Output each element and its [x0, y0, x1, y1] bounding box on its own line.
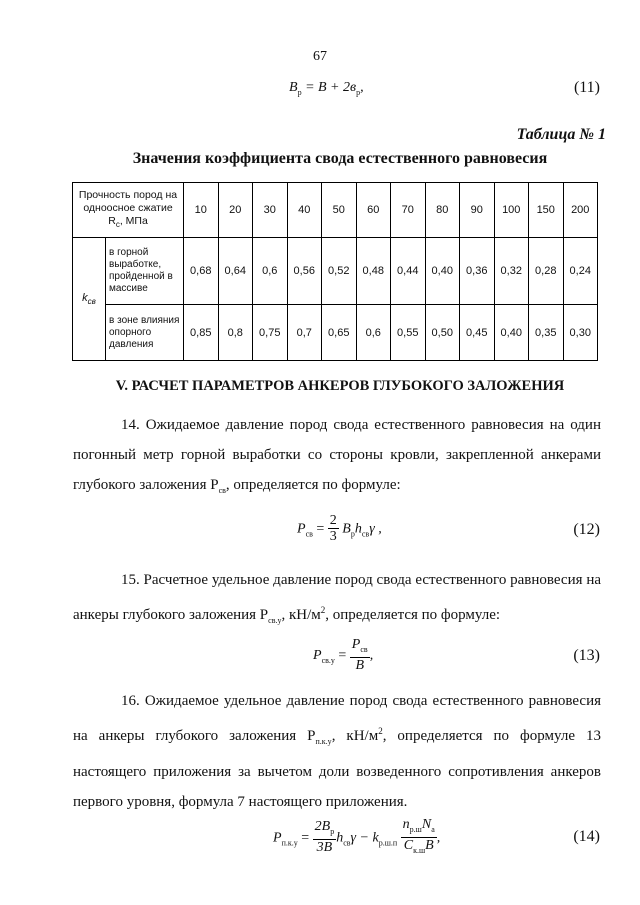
table-cell: 0,75 [253, 305, 288, 361]
equation-14: $P_{п.к.у}$ = $\frac{2B_р}{3B}$ $h_{св}\gamma - k_{р.ш.п}$ $\frac{n_{р.ш}N_а}{C_{к.ш}B}$ , [273, 817, 441, 856]
k-coefficient-label: $k_{св}$ [73, 238, 106, 361]
table-cell: 0,48 [356, 238, 391, 305]
table-cell: 0,56 [287, 238, 322, 305]
strength-value: 200 [563, 183, 598, 238]
table-cell: 0,28 [529, 238, 564, 305]
row-label-pressure-zone: в зоне влияния опорного давления [106, 305, 184, 361]
strength-value: 150 [529, 183, 564, 238]
table-cell: 0,36 [460, 238, 495, 305]
table-cell: 0,8 [218, 305, 253, 361]
table-cell: 0,24 [563, 238, 598, 305]
strength-value: 70 [391, 183, 426, 238]
table-cell: 0,6 [356, 305, 391, 361]
paragraph-16: 16. Ожидаемое удельное давление пород свода естественного равновесия на анкеры глубокого заложения $P_{п.к.у}$, $кН/м^2$, определяется по формуле 13 настоящего приложения за вычетом доли возведенного сопротивления анкеров первого уровня, формула 7 настоящего приложения. [73, 693, 601, 810]
table-cell: 0,50 [425, 305, 460, 361]
section-title: V. РАСЧЕТ ПАРАМЕТРОВ АНКЕРОВ ГЛУБОКОГО ЗАЛОЖЕНИЯ [115, 378, 565, 394]
table-cell: 0,35 [529, 305, 564, 361]
strength-value: 30 [253, 183, 288, 238]
equation-13: $P_{св.у}$ = $\frac{P_{св}}{B}$ , [313, 637, 374, 673]
table-cell: 0,52 [322, 238, 357, 305]
equation-11: $B_р = B + 2в_р$, [289, 80, 364, 97]
strength-value: 10 [184, 183, 219, 238]
equation-13-number: (13) [573, 647, 600, 664]
table-cell: 0,85 [184, 305, 219, 361]
table-row [73, 238, 598, 305]
table-cell: 0,55 [391, 305, 426, 361]
strength-value: 90 [460, 183, 495, 238]
table-cell: 0,44 [391, 238, 426, 305]
table-cell: 0,65 [322, 305, 357, 361]
paragraph-14: 14. Ожидаемое давление пород свода естественного равновесия на один погонный метр горной выработки со стороны кровли, закрепленной анкерами глубокого заложения $P_{св}$, определяется по формуле: [73, 417, 601, 495]
table-label: Таблица № 1 [516, 126, 606, 143]
table-cell: 0,7 [287, 305, 322, 361]
table-row [73, 305, 598, 361]
equation-11-number: (11) [573, 79, 600, 96]
table-cell: 0,6 [253, 238, 288, 305]
table-cell: 0,45 [460, 305, 495, 361]
strength-value: 100 [494, 183, 529, 238]
strength-value: 80 [425, 183, 460, 238]
equation-12: $P_{св}$ = $\frac{2}{3}$ $B_рh_{св}\gamma$ , [297, 513, 382, 544]
strength-value: 40 [287, 183, 322, 238]
equation-12-number: (12) [573, 521, 600, 538]
page-number: 67 [313, 49, 327, 64]
table-header-row [73, 183, 598, 238]
table-cell: 0,68 [184, 238, 219, 305]
strength-value: 20 [218, 183, 253, 238]
paragraph-15: 15. Расчетное удельное давление пород свода естественного равновесия на анкеры глубокого заложения $P_{св.у}$, $кН/м^2$, определяется по формуле: [73, 572, 601, 625]
row-label-excavation: в горной выработке, пройденной в массиве [106, 238, 184, 305]
header-strength-label: Прочность пород на одноосное сжатие $R_с$, МПа [73, 183, 184, 238]
strength-value: 50 [322, 183, 357, 238]
table-cell: 0,40 [425, 238, 460, 305]
table-cell: 0,64 [218, 238, 253, 305]
equation-14-number: (14) [573, 828, 600, 845]
strength-value: 60 [356, 183, 391, 238]
table-title: Значения коэффициента свода естественного равновесия [132, 150, 548, 167]
table-cell: 0,40 [494, 305, 529, 361]
coefficient-table [72, 182, 598, 361]
table-cell: 0,30 [563, 305, 598, 361]
table-cell: 0,32 [494, 238, 529, 305]
